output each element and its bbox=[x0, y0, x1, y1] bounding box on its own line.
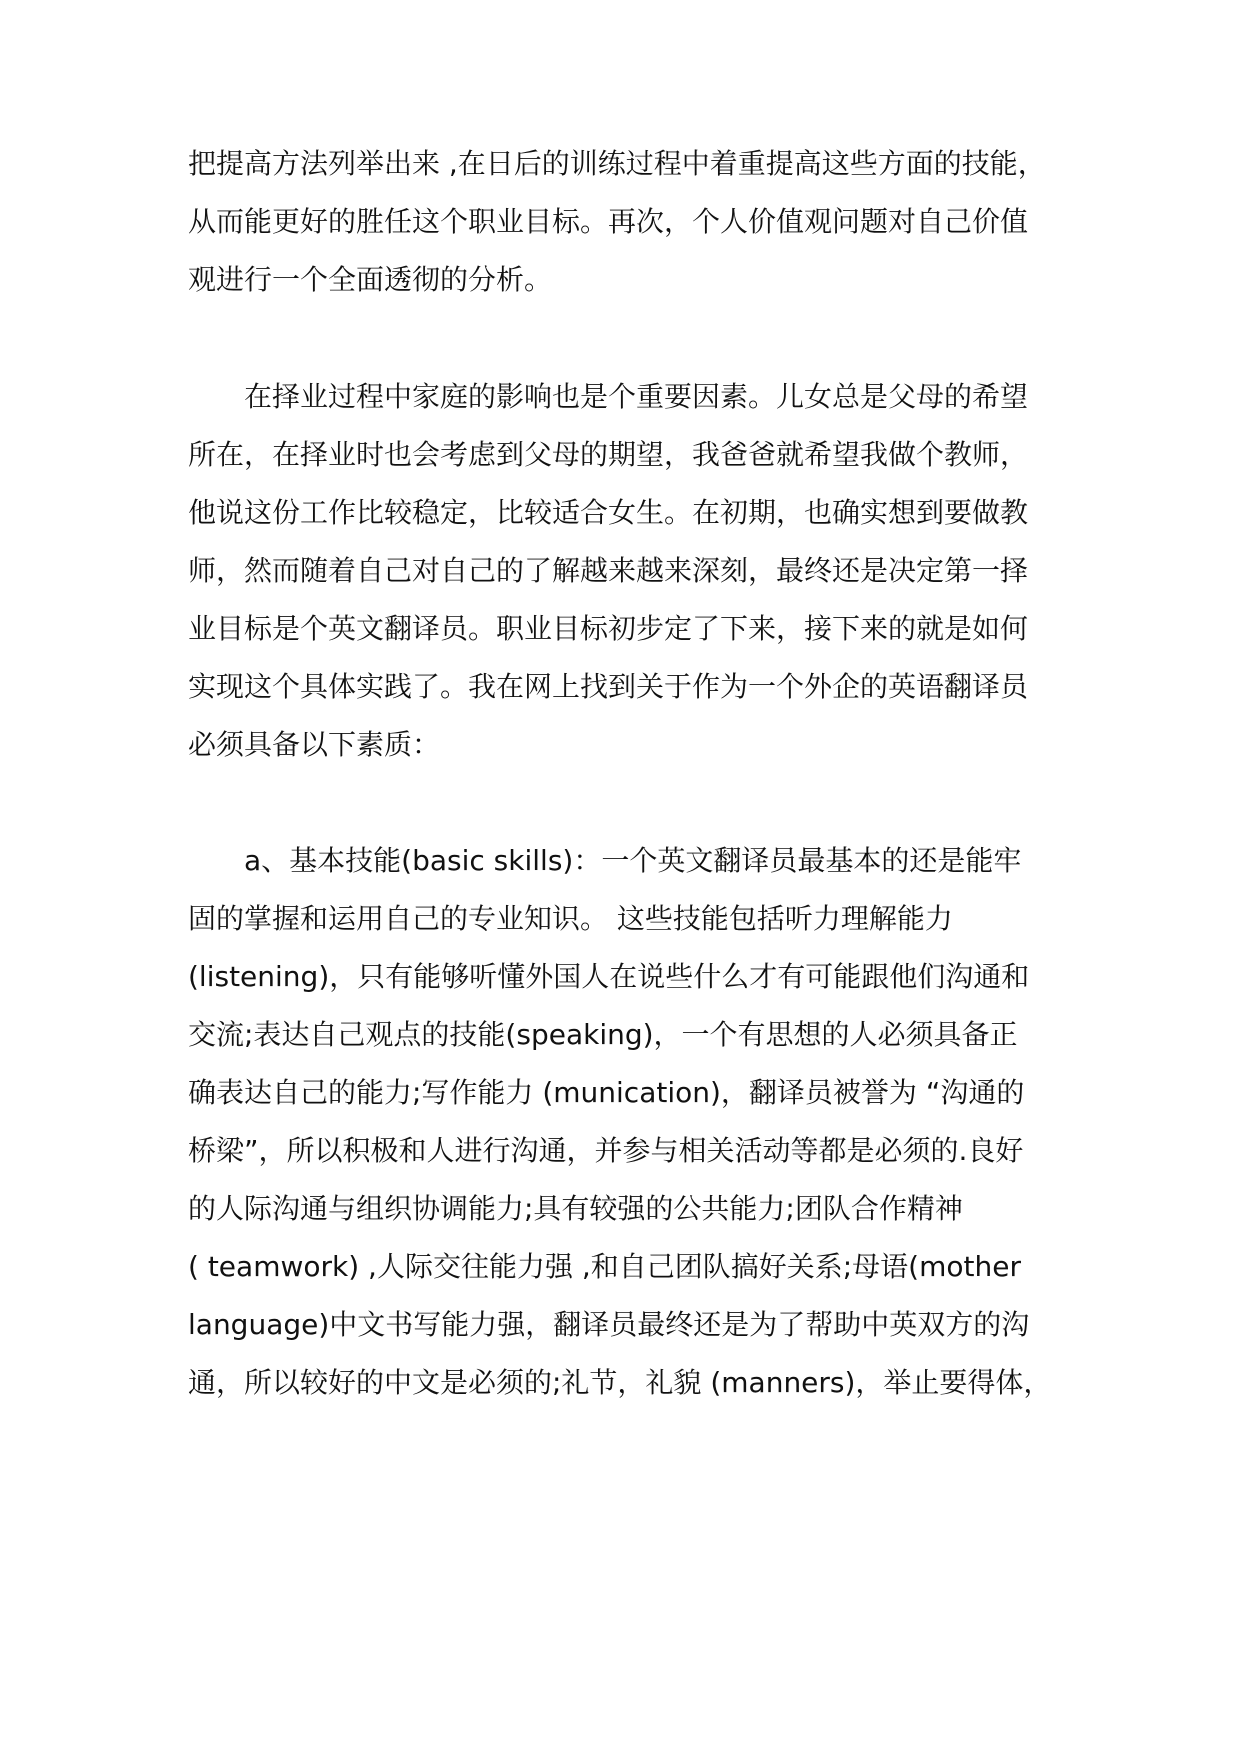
paragraph-line: 把提高方法列举出来 ,在日后的训练过程中着重提高这些方面的技能， bbox=[188, 147, 1046, 180]
paragraph-line: 在择业过程中家庭的影响也是个重要因素。儿女总是父母的希望 bbox=[244, 380, 1029, 413]
paragraph-line: 的人际沟通与组织协调能力;具有较强的公共能力;团队合作精神 bbox=[188, 1192, 963, 1225]
paragraph-line: 师，然而随着自己对自己的了解越来越来深刻，最终还是决定第一择 bbox=[188, 554, 1029, 587]
paragraph-line: (listening)，只有能够听懂外国人在说些什么才有可能跟他们沟通和 bbox=[188, 960, 1030, 993]
paragraph-line: 所在，在择业时也会考虑到父母的期望，我爸爸就希望我做个教师， bbox=[188, 438, 1029, 471]
paragraph-line: 交流;表达自己观点的技能(speaking)，一个有思想的人必须具备正 bbox=[188, 1018, 1018, 1051]
paragraph-line: 观进行一个全面透彻的分析。 bbox=[188, 263, 553, 296]
paragraph-line: 业目标是个英文翻译员。职业目标初步定了下来，接下来的就是如何 bbox=[188, 612, 1029, 645]
paragraph-line: 实现这个具体实践了。我在网上找到关于作为一个外企的英语翻译员 bbox=[188, 670, 1029, 703]
paragraph-line: 确表达自己的能力;写作能力 (munication)，翻译员被誉为 “沟通的 bbox=[188, 1076, 1025, 1109]
paragraph-line: 他说这份工作比较稳定，比较适合女生。在初期，也确实想到要做教 bbox=[188, 496, 1029, 529]
paragraph-line: a、基本技能(basic skills)：一个英文翻译员最基本的还是能牢 bbox=[244, 844, 1022, 877]
paragraph-line: 通，所以较好的中文是必须的;礼节，礼貌 (manners)，举止要得体， bbox=[188, 1366, 1052, 1399]
paragraph-line: 固的掌握和运用自己的专业知识。 这些技能包括听力理解能力 bbox=[188, 902, 953, 935]
paragraph-line: 桥梁”，所以积极和人进行沟通，并参与相关活动等都是必须的.良好 bbox=[188, 1134, 1024, 1167]
paragraph-line: language)中文书写能力强，翻译员最终还是为了帮助中英双方的沟 bbox=[188, 1308, 1030, 1341]
paragraph-line: 从而能更好的胜任这个职业目标。再次，个人价值观问题对自己价值 bbox=[188, 205, 1029, 238]
paragraph-line: 必须具备以下素质： bbox=[188, 728, 441, 761]
paragraph-line: ( teamwork) ,人际交往能力强 ,和自己团队搞好关系;母语(mother bbox=[188, 1250, 1021, 1283]
